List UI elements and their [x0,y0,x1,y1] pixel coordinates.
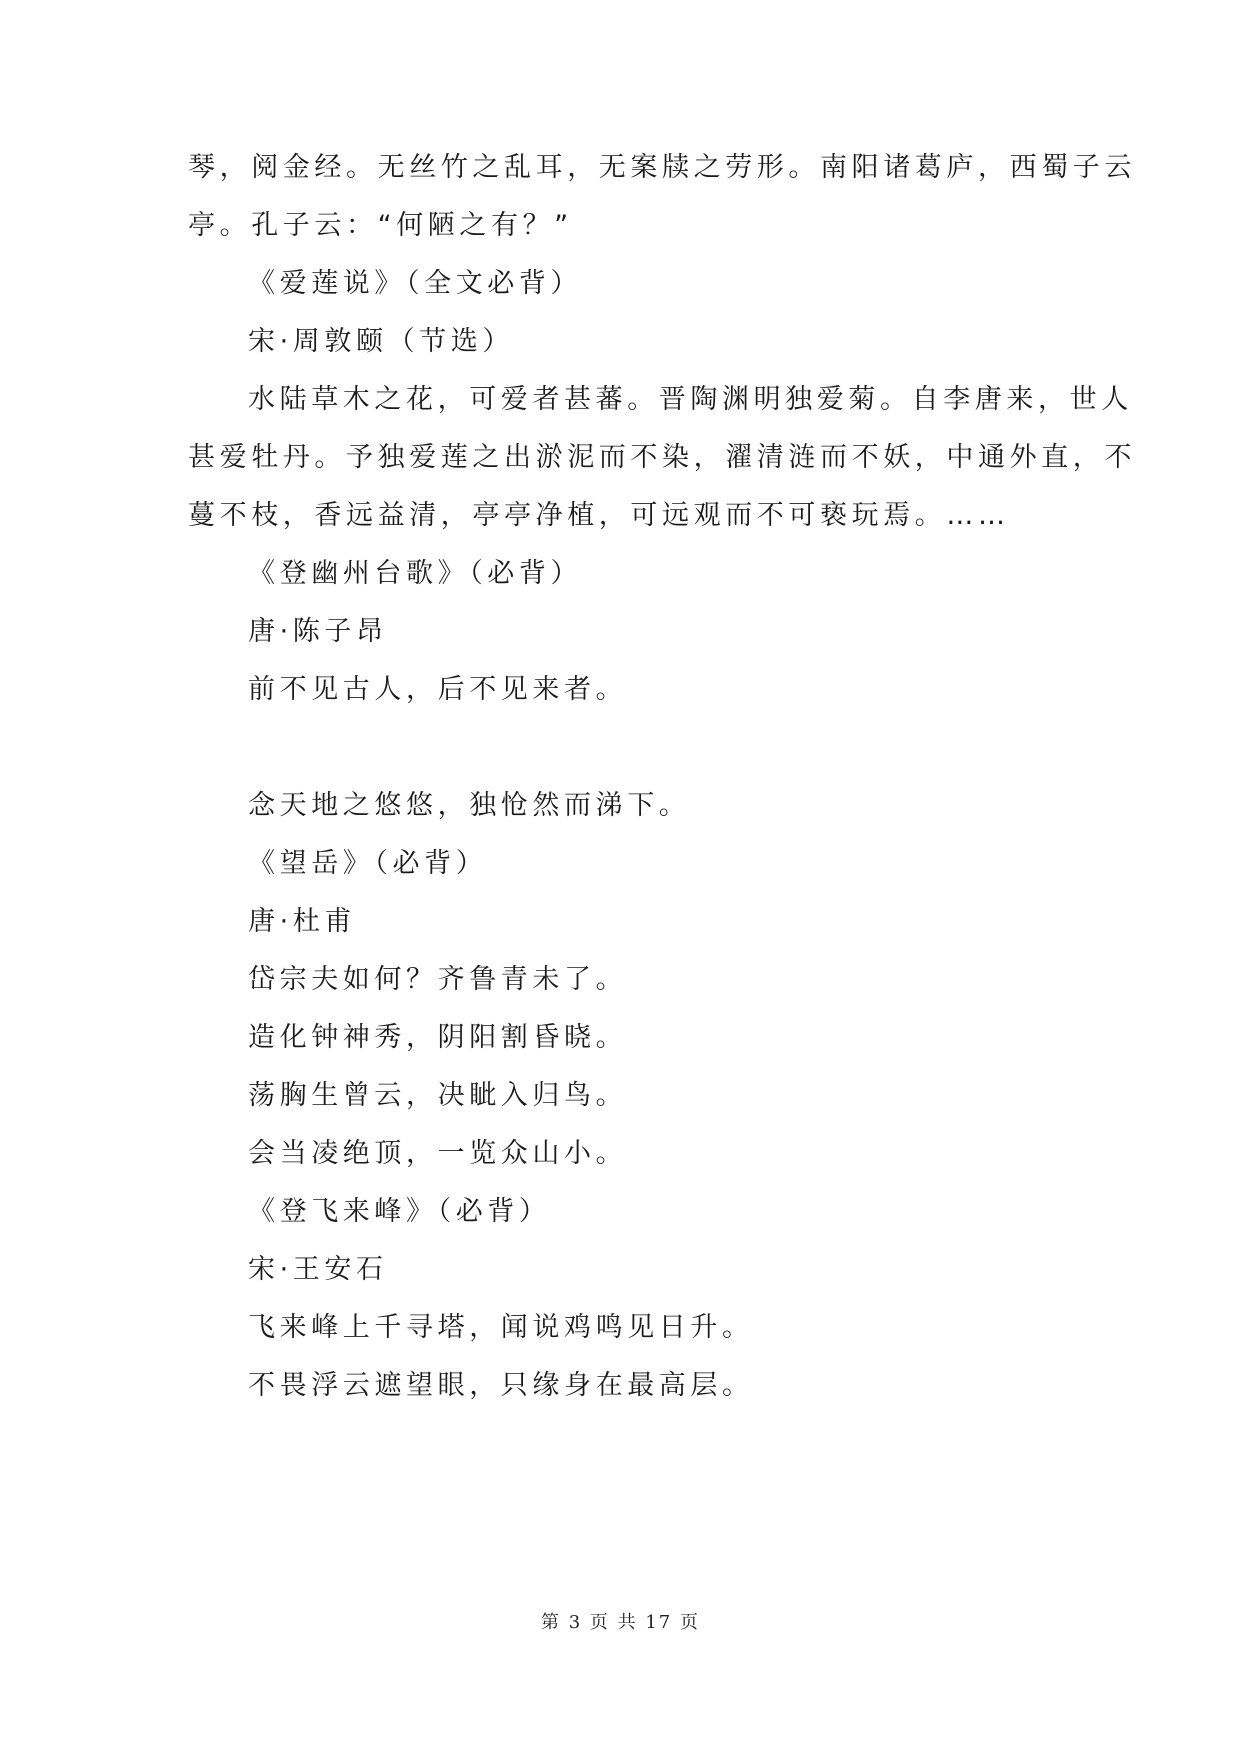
text-line-1: 琴，阅金经。无丝竹之乱耳，无案牍之劳形。南阳诸葛庐，西蜀子云 [188,152,1136,183]
page-number-footer: 第 3 页 共 17 页 [541,1612,700,1633]
verse-line: 飞来峰上千寻塔，闻说鸡鸣见日升。 [248,1312,754,1343]
poem-title-dengyouzhoutaige: 《登幽州台歌》（必背） [248,558,583,589]
author-zhou-dunyi: 宋·周敦颐（节选） [248,326,514,357]
verse-line: 念天地之悠悠，独怆然而涕下。 [248,790,691,821]
verse-line: 前不见古人，后不见来者。 [248,674,628,705]
text-line-5: 水陆草木之花，可爱者甚蕃。晋陶渊明独爱菊。自李唐来，世人 [248,384,1133,415]
verse-line: 不畏浮云遮望眼，只缘身在最高层。 [248,1370,754,1401]
poem-title-wangyue: 《望岳》（必背） [248,848,488,879]
text-line-7: 蔓不枝，香远益清，亭亭净植，可远观而不可亵玩焉。…… [188,500,1010,531]
author-du-fu: 唐·杜甫 [248,906,356,937]
text-line-2: 亭。孔子云：“何陋之有？” [188,210,573,241]
text-line-6: 甚爱牡丹。予独爱莲之出淤泥而不染，濯清涟而不妖，中通外直，不 [188,442,1136,473]
verse-line: 会当凌绝顶，一览众山小。 [248,1138,628,1169]
poem-title-ailianshuo: 《爱莲说》（全文必背） [248,268,583,299]
verse-line: 岱宗夫如何？齐鲁青未了。 [248,964,628,995]
author-wang-anshi: 宋·王安石 [248,1254,388,1285]
poem-title-dengfeilaifeng: 《登飞来峰》（必背） [248,1196,551,1227]
verse-line: 荡胸生曾云，决眦入归鸟。 [248,1080,628,1111]
author-chen-ziang: 唐·陈子昂 [248,616,388,647]
verse-line: 造化钟神秀，阴阳割昏晓。 [248,1022,628,1053]
